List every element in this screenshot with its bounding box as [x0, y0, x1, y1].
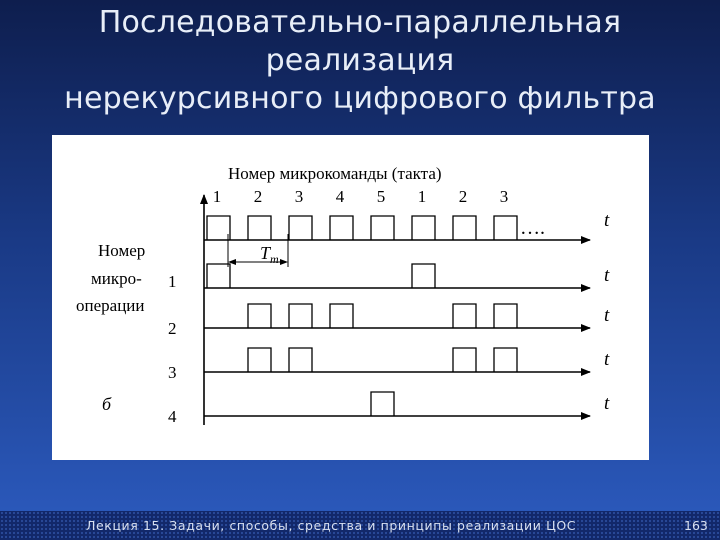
tact-number-8: 3: [499, 187, 509, 206]
row-3-pulse-tact-3: [289, 304, 312, 328]
row-3-pulse-tact-2: [248, 304, 271, 328]
row-1-pulse-tact-7: [453, 216, 476, 240]
tact-number-1: 1: [212, 187, 222, 206]
row-1-pulse-tact-2: [248, 216, 271, 240]
row-1-pulse-tact-8: [494, 216, 517, 240]
row-4-pulse-tact-8: [494, 348, 517, 372]
period-label-subscript: т: [270, 252, 279, 266]
row-1-pulse-tact-5: [371, 216, 394, 240]
row-label-microop-2: 2: [168, 319, 177, 338]
row-1-pulse-tact-3: [289, 216, 312, 240]
tact-number-4: 4: [335, 187, 345, 206]
row-label-microop-1: 1: [168, 272, 177, 291]
row-3-pulse-tact-8: [494, 304, 517, 328]
timing-diagram: [52, 135, 649, 460]
row-label-microop-3: 3: [168, 363, 177, 382]
timing-rows: [168, 210, 610, 426]
row-4-pulse-tact-7: [453, 348, 476, 372]
period-label: [260, 243, 279, 266]
row-3-pulse-tact-7: [453, 304, 476, 328]
row-label-microop-4: 4: [168, 407, 177, 426]
tact-number-2: 2: [253, 187, 263, 206]
footer-lecture-title: Лекция 15. Задачи, способы, средства и принципы реализации ЦОС: [86, 518, 577, 533]
row-2-pulse-tact-1: [207, 264, 230, 288]
page-number: 163: [684, 518, 708, 533]
tact-number-3: 3: [294, 187, 304, 206]
period-label-T: T: [260, 243, 271, 263]
timing-diagram-panel: [52, 135, 649, 460]
slide-title: [0, 4, 720, 118]
slide-title-line-2: нерекурсивного цифрового фильтра: [64, 81, 656, 116]
slide-title-line-1: Последовательно-параллельная реализация: [98, 5, 622, 78]
row-5-t-label: t: [604, 393, 610, 414]
tact-number-6: 1: [417, 187, 427, 206]
row-ellipsis: ….: [520, 217, 545, 239]
ylabel-line-3: операции: [76, 296, 145, 315]
row-1-t-label: t: [604, 210, 610, 231]
row-1-pulse-tact-4: [330, 216, 353, 240]
panel-letter: б: [102, 394, 112, 414]
period-arrow-right: [280, 259, 288, 265]
ylabel-line-1: Номер: [98, 241, 146, 260]
diagram-header: Номер микрокоманды (такта): [228, 164, 442, 183]
tact-number-5: 5: [376, 187, 386, 206]
row-1-pulse-tact-6: [412, 216, 435, 240]
row-3-t-label: t: [604, 305, 610, 326]
row-3-pulse-tact-4: [330, 304, 353, 328]
row-4-pulse-tact-3: [289, 348, 312, 372]
row-2-pulse-tact-6: [412, 264, 435, 288]
tact-number-7: 2: [458, 187, 468, 206]
row-1-pulse-tact-1: [207, 216, 230, 240]
tact-numbers: [213, 187, 509, 206]
row-2-t-label: t: [604, 265, 610, 286]
ylabel-line-2: микро-: [91, 269, 142, 288]
row-4-pulse-tact-2: [248, 348, 271, 372]
row-5-pulse-tact-5: [371, 392, 394, 416]
row-4-t-label: t: [604, 349, 610, 370]
